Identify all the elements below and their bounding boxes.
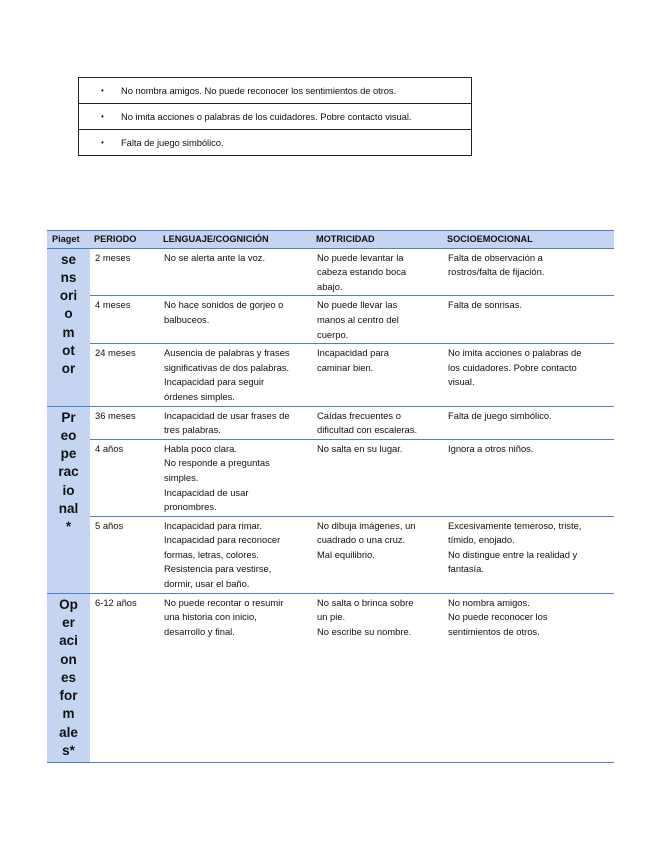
cell-text-line: Habla poco clara. [164,442,237,454]
cell-text-line: No se alerta ante la voz. [164,251,266,263]
stage-name-fragment: se [60,251,77,267]
cell-text-line: No puede llevar las [317,299,398,311]
cell-text-line: formas, letras, colores. [164,548,259,560]
cell-text-line: fantasía. [448,563,484,575]
cell-text-line: No salta o brinca sobre [317,596,414,608]
cell-text-line: No imita acciones o palabras de [448,347,582,359]
cell-text-line: Incapacidad para seguir [164,376,265,388]
cell-text-line: dormir, usar el baño. [164,578,250,590]
cell-text-line: manos al centro del [317,313,399,325]
stage-name-fragment: io [62,482,75,498]
cell-text-line: No puede recontar o resumir [164,596,284,608]
motor-cell [312,248,443,296]
cell-text-line: No distingue entre la realidad y [448,548,578,560]
cell-text-line: significativas de dos palabras. [164,361,290,373]
stage-name-fragment: aci [59,633,78,649]
language-cell [159,406,312,439]
stage-name-fragment: eo [60,427,77,443]
cell-text-line: 4 meses [95,299,131,311]
cell-text-line: Mal equilibrio. [317,548,375,560]
cell-text-line: Falta de juego simbólico. [448,409,552,421]
development-milestones-table [47,230,614,763]
bullet-row [79,130,471,155]
cell-text-line: una historia con inicio, [164,611,257,623]
motor-cell [312,296,443,344]
stage-name-fragment: ot [62,343,75,359]
header-social: SOCIOEMOCIONAL [443,231,614,249]
social-cell [443,516,614,593]
period-cell [90,406,159,439]
table-row [47,296,614,344]
table-row [47,593,614,763]
stage-name-cell [47,593,90,763]
language-cell [159,439,312,516]
period-cell [90,344,159,406]
cell-text-line: Ausencia de palabras y frases [164,347,290,359]
cell-text-line: Falta de observación a [448,251,543,263]
stage-name-fragment: on [60,651,77,667]
table-body [47,248,614,763]
cell-text-line: Incapacidad para [317,347,389,359]
language-cell [159,516,312,593]
language-cell [159,296,312,344]
header-motor: MOTRICIDAD [312,231,443,249]
cell-text-line: simples. [164,471,199,483]
bullet-row [79,78,471,104]
period-cell [90,248,159,296]
social-cell [443,344,614,406]
stage-name-fragment: nal [58,501,79,517]
stage-name-fragment: ori [59,288,78,304]
social-cell [443,296,614,344]
motor-cell [312,406,443,439]
cell-text-line: sentimientos de otros. [448,625,540,637]
bullet-text: No imita acciones o palabras de los cuidadores. Pobre contacto visual. [121,111,412,122]
bullet-icon: • [101,138,104,147]
cell-text-line: un pie. [317,611,346,623]
cell-text-line: visual. [448,376,475,388]
cell-text-line: desarrollo y final. [164,625,235,637]
cell-text-line: pronombres. [164,501,217,513]
cell-text-line: tímido, enojado. [448,534,515,546]
bullet-icon: • [101,86,104,95]
motor-cell [312,516,443,593]
table-row [47,248,614,296]
table-row [47,439,614,516]
stage-name-fragment: pe [60,446,77,462]
cell-text-line: Caídas frecuentes o [317,409,401,421]
social-cell [443,248,614,296]
cell-text-line: 6-12 años [95,596,137,608]
bullet-text: No nombra amigos. No puede reconocer los sentimientos de otros. [121,85,397,96]
cell-text-line: No puede levantar la [317,251,404,263]
language-cell [159,344,312,406]
language-cell [159,248,312,296]
stage-name-fragment: ale [59,724,78,740]
cell-text-line: Ignora a otros niños. [448,442,534,454]
cell-text-line: caminar bien. [317,361,374,373]
social-cell [443,439,614,516]
table-row [47,516,614,593]
stage-name-fragment: * [65,519,72,535]
stage-name-fragment: m [62,324,75,340]
cell-text-line: los cuidadores. Pobre contacto [448,361,577,373]
period-cell [90,593,159,763]
bullet-row [79,104,471,130]
cell-text-line: No salta en su lugar. [317,442,403,454]
stage-name-fragment: ns [60,269,77,285]
cell-text-line: 5 años [95,519,124,531]
language-cell [159,593,312,763]
cell-text-line: No puede reconocer los [448,611,548,623]
cell-text-line: dificultad con escaleras. [317,424,418,436]
cell-text-line: cuerpo. [317,328,349,340]
stage-name-fragment: Pr [61,409,76,425]
cell-text-line: 2 meses [95,251,131,263]
stage-name-fragment: or [61,361,76,377]
stage-name-fragment: er [62,614,75,630]
bullet-text: Falta de juego simbólico. [121,137,224,148]
stage-name-fragment: m [62,706,75,722]
stage-name-fragment: for [59,688,78,704]
cell-text-line: 24 meses [95,347,136,359]
motor-cell [312,593,443,763]
bullet-icon: • [101,112,104,121]
period-cell [90,516,159,593]
cell-text-line: No nombra amigos. [448,596,530,608]
cell-text-line: No hace sonidos de gorjeo o [164,299,284,311]
stage-name-cell [47,406,90,593]
cell-text-line: 4 años [95,442,124,454]
cell-text-line: Excesivamente temeroso, triste, [448,519,582,531]
stage-name-fragment: rac [58,464,79,480]
cell-text-line: No dibuja imágenes, un [317,519,416,531]
stage-name-fragment: s* [62,743,75,759]
header-stage: Piaget [47,231,90,249]
cell-text-line: Incapacidad para rimar. [164,519,262,531]
stage-name-fragment: es [60,669,77,685]
motor-cell [312,439,443,516]
cell-text-line: órdenes simples. [164,390,235,402]
cell-text-line: cabeza estando boca [317,266,407,278]
cell-text-line: abajo. [317,280,343,292]
cell-text-line: No escribe su nombre. [317,625,412,637]
stage-name-fragment: o [64,306,73,322]
header-period: PERIODO [90,231,159,249]
table-row [47,344,614,406]
social-cell [443,593,614,763]
cell-text-line: Incapacidad de usar [164,486,249,498]
cell-text-line: tres palabras. [164,424,221,436]
cell-text-line: balbuceos. [164,313,210,325]
stage-name-cell [47,248,90,406]
cell-text-line: Incapacidad para reconocer [164,534,281,546]
table-row [47,406,614,439]
period-cell [90,296,159,344]
stage-name-fragment: Op [59,596,78,612]
motor-cell [312,344,443,406]
header-language: LENGUAJE/COGNICIÓN [159,231,312,249]
cell-text-line: No responde a preguntas [164,457,270,469]
cell-text-line: Resistencia para vestirse, [164,563,272,575]
cell-text-line: Falta de sonrisas. [448,299,522,311]
cell-text-line: 36 meses [95,409,136,421]
social-cell [443,406,614,439]
cell-text-line: cuadrado o una cruz. [317,534,406,546]
cell-text-line: rostros/falta de fijación. [448,266,545,278]
summary-bullet-box [78,77,472,156]
period-cell [90,439,159,516]
table-header-row [47,231,614,249]
cell-text-line: Incapacidad de usar frases de [164,409,290,421]
